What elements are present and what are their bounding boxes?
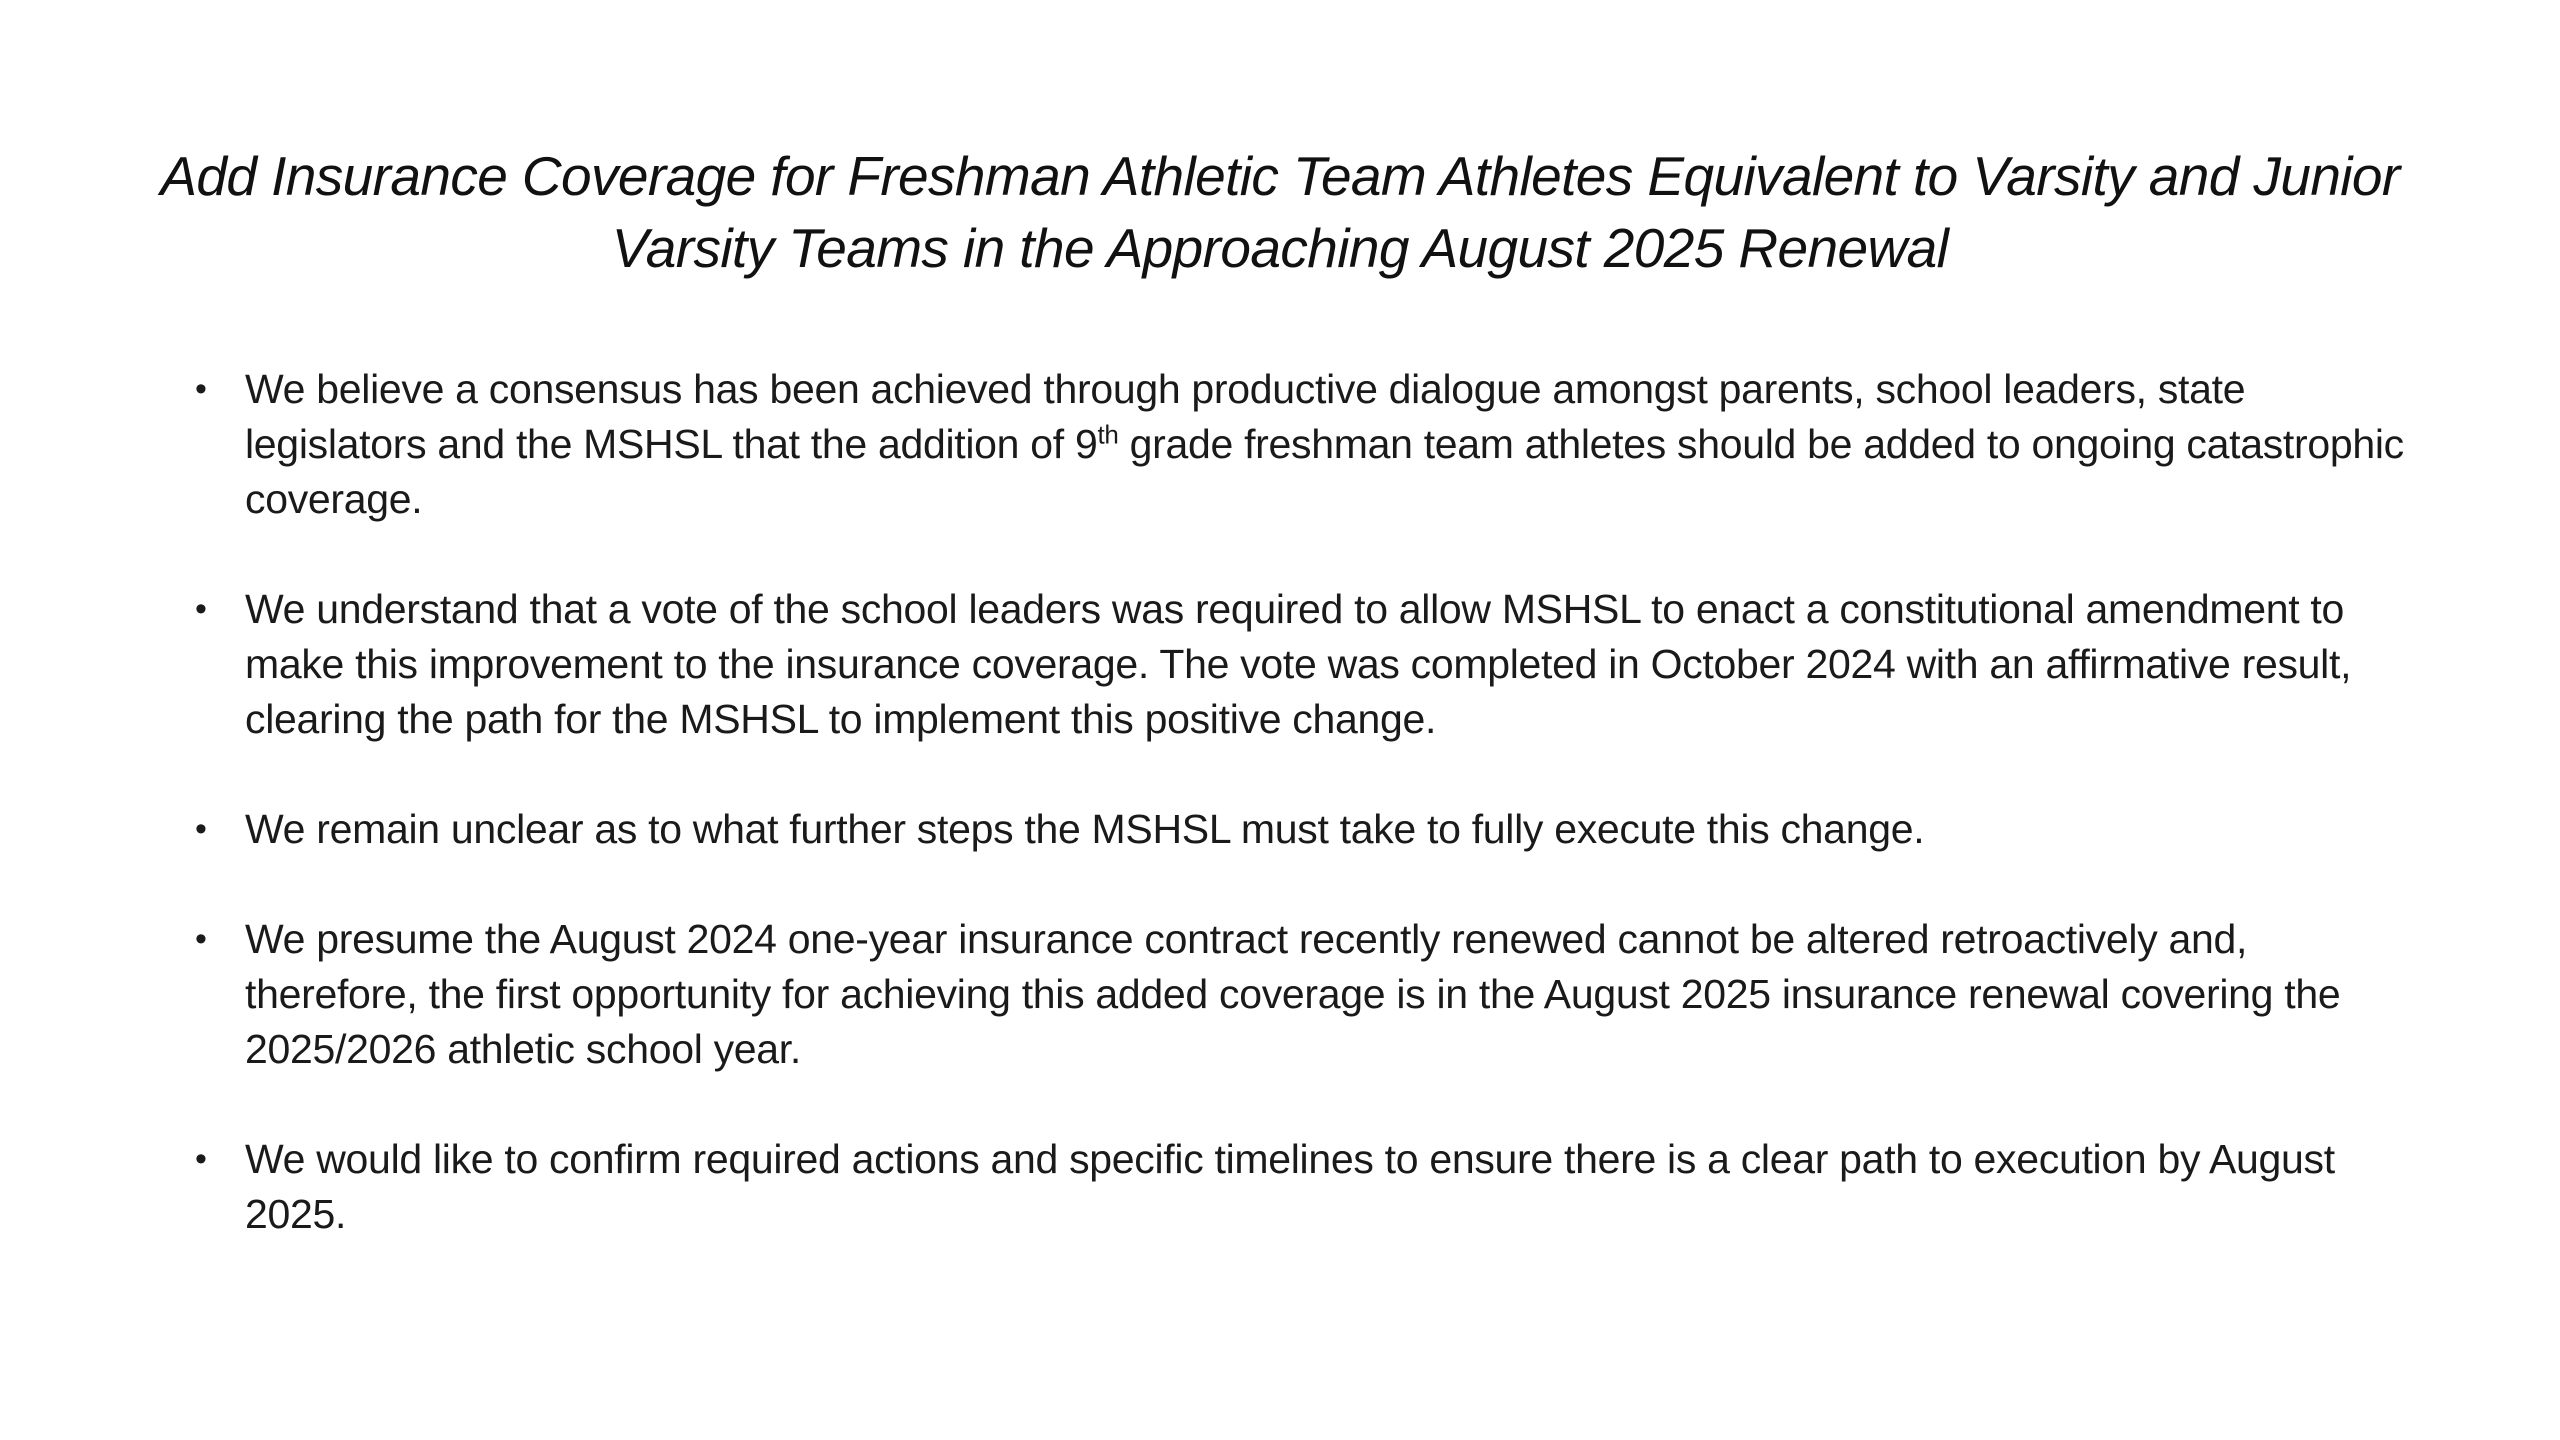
bullet-marker: • <box>195 590 207 628</box>
bullet-text: We understand that a vote of the school leaders was required to allow MSHSL to enact a constitutional amendment to make this improvement to the insurance coverage. The vote was completed in October 2024 with an affirmative result, clearing the path for the MSHSL to implement this positive change. <box>245 586 2352 742</box>
bullet-marker: • <box>195 810 207 848</box>
superscript-th: th <box>1097 419 1119 450</box>
bullet-item-unclear <box>195 802 2415 857</box>
bullet-item-confirm <box>195 1132 2415 1242</box>
bullet-text: We believe a consensus has been achieved through productive dialogue amongst parents, school leaders, state legislators and the MSHSL that the addition of 9 <box>245 366 2246 467</box>
bullet-marker: • <box>195 370 207 408</box>
bullet-item-consensus <box>195 362 2415 527</box>
slide-title: Add Insurance Coverage for Freshman Athletic Team Athletes Equivalent to Varsity and Junior Varsity Teams in the Approaching August 2025 Renewal <box>160 145 2400 279</box>
bullet-text-continued: grade freshman team athletes should be added to ongoing catastrophic coverage. <box>245 421 2404 522</box>
bullet-list <box>195 362 2415 1297</box>
bullet-marker: • <box>195 1140 207 1178</box>
bullet-item-vote <box>195 582 2415 747</box>
bullet-marker: • <box>195 920 207 958</box>
bullet-text: We presume the August 2024 one-year insurance contract recently renewed cannot be altered retroactively and, therefore, the first opportunity for achieving this added coverage is in the August 2025 insurance renewal covering the 2025/2026 athletic school year. <box>245 916 2341 1072</box>
bullet-text: We would like to confirm required actions and specific timelines to ensure there is a clear path to execution by August 2025. <box>245 1136 2335 1237</box>
bullet-item-presume <box>195 912 2415 1077</box>
bullet-text: We remain unclear as to what further steps the MSHSL must take to fully execute this change. <box>245 806 1925 852</box>
